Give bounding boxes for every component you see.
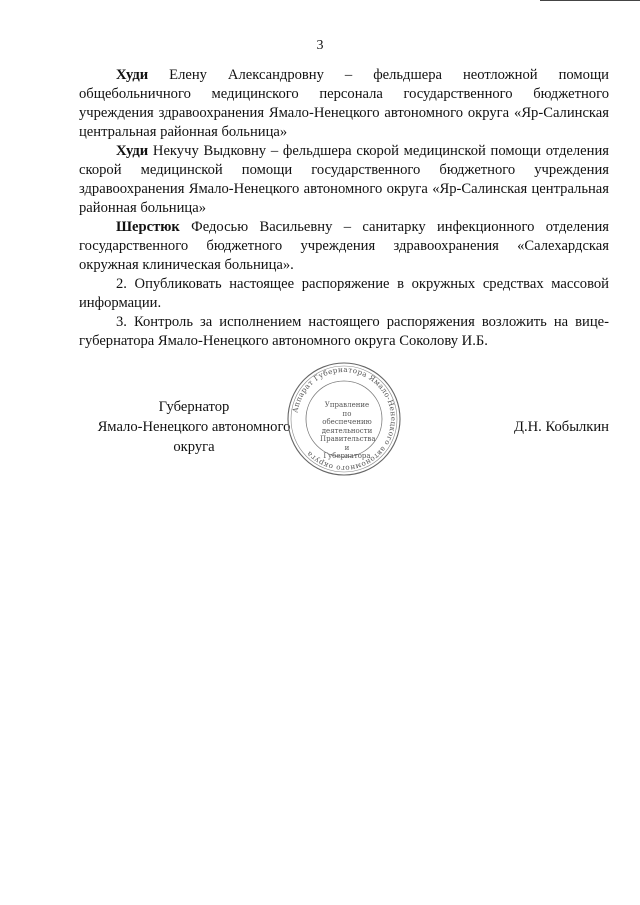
signer-title (79, 397, 309, 457)
official-seal (286, 361, 402, 477)
page-number: 3 (316, 38, 324, 53)
paragraph-3-bold: Шерстюк (116, 219, 180, 235)
paragraph-3 (79, 218, 609, 275)
seal-line-4: Правительства (320, 435, 376, 443)
paragraph-4 (79, 275, 609, 313)
paragraph-5-text: 3. Контроль за исполнением настоящего распоряжения возложить на вице-губернатора Ямало-Ненецкого автономного округа Соколову И.Б. (79, 314, 609, 349)
paragraph-2-text: Некучу Выдковну – фельдшера скорой медицинской помощи отделения скорой медицинской помощи государственного бюджетного учреждения здравоохранения Ямало-Ненецкого автономного округа «Яр-Салинская центральная районная больница» (79, 143, 609, 216)
paragraph-4-text: 2. Опубликовать настоящее распоряжение в окружных средствах массовой информации. (79, 276, 609, 311)
paragraph-1-bold: Худи (116, 67, 149, 83)
seal-line-1: Управление по (324, 401, 370, 418)
paragraph-5 (79, 313, 609, 351)
seal-line-5: и Губернатора (323, 443, 371, 460)
scan-edge-line (540, 0, 640, 4)
paragraph-2-bold: Худи (116, 143, 149, 159)
seal-line-2: обеспечению (322, 418, 372, 426)
seal-center-text (320, 401, 374, 461)
paragraph-3-text: Федосью Васильевну – санитарку инфекционного отделения государственного бюджетного учреждения здравоохранения «Салехардская окружная клиническая больница». (79, 219, 609, 273)
seal-ring-text: Аппарат Губернатора Ямало-Ненецкого автономного округа (290, 364, 399, 474)
seal-line-3: деятельности (321, 426, 373, 435)
paragraph-2 (79, 142, 609, 218)
document-body (79, 66, 609, 351)
signer-title-line-2: Ямало-Ненецкого автономного округа (97, 419, 291, 455)
signer-title-line-1: Губернатор (158, 399, 230, 415)
paragraph-1 (79, 66, 609, 142)
paragraph-1-text: Елену Александровну – фельдшера неотложной помощи общебольничного медицинского персонала государственного бюджетного учреждения здравоохранения Ямало-Ненецкого автономного округа «Яр-Салинская центральная районная больница» (79, 67, 609, 140)
signer-name: Д.Н. Кобылкин (514, 419, 609, 435)
